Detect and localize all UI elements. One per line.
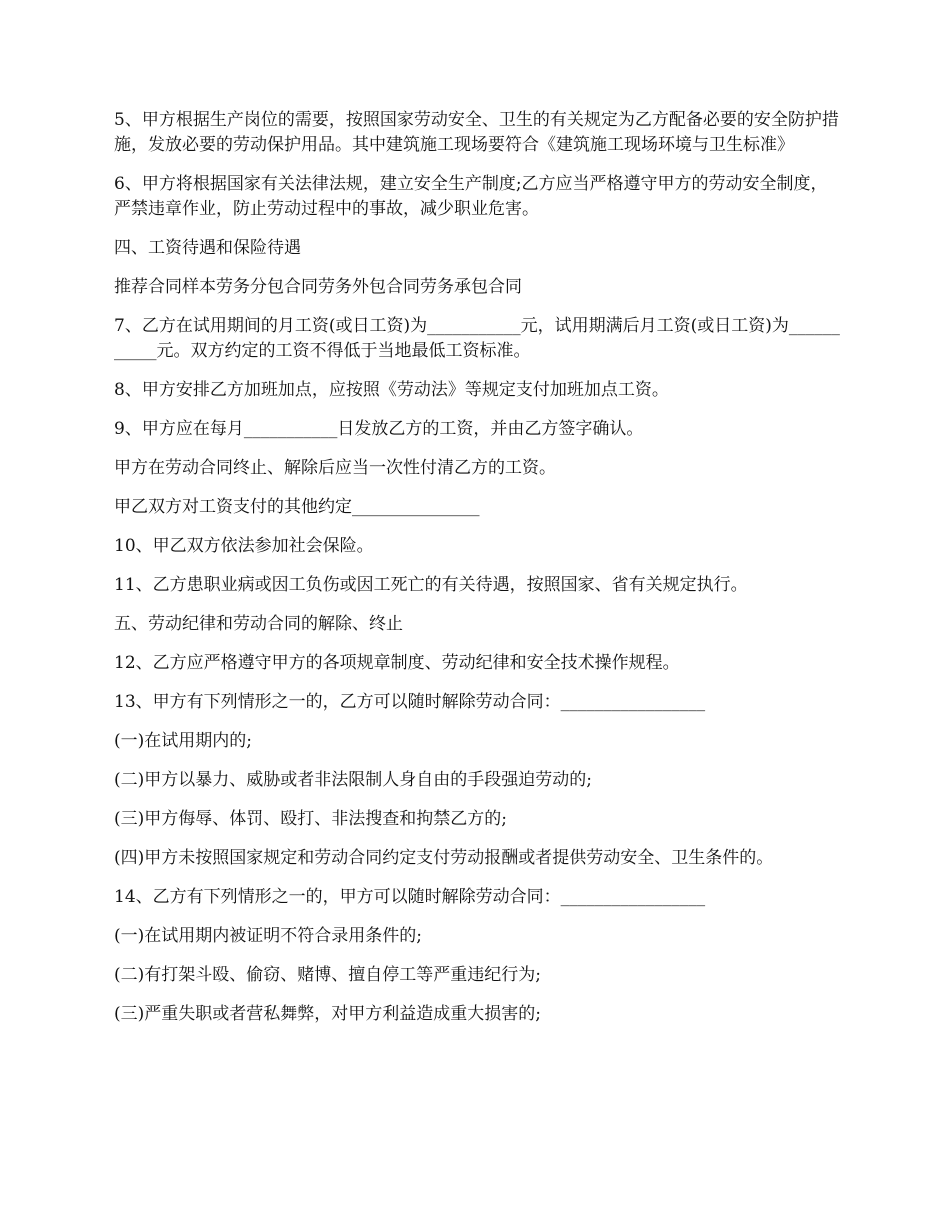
paragraph-10-social-insurance: 10、甲乙双方依法参加社会保险。 bbox=[114, 536, 374, 556]
recommended-contract-links: 推荐合同样本劳务分包合同劳务外包合同劳务承包合同 bbox=[114, 277, 522, 297]
section-heading-discipline: 五、劳动纪律和劳动合同的解除、终止 bbox=[114, 614, 403, 634]
section-heading-wages: 四、工资待遇和保险待遇 bbox=[114, 238, 301, 258]
paragraph-13-employee-termination: 13、甲方有下列情形之一的，乙方可以随时解除劳动合同：_________________ bbox=[114, 692, 706, 712]
list-item-13-1: (一)在试用期内的; bbox=[114, 731, 252, 751]
list-item-13-3: (三)甲方侮辱、体罚、殴打、非法搜查和拘禁乙方的; bbox=[114, 809, 507, 829]
list-item-13-2: (二)甲方以暴力、威胁或者非法限制人身自由的手段强迫劳动的; bbox=[114, 770, 592, 790]
document-body bbox=[114, 108, 844, 1041]
paragraph-8-overtime: 8、甲方安排乙方加班加点，应按照《劳动法》等规定支付加班加点工资。 bbox=[114, 380, 669, 400]
paragraph-5-safety-equipment: 5、甲方根据生产岗位的需要，按照国家劳动安全、卫生的有关规定为乙方配备必要的安全防护措施，发放必要的劳动保护用品。其中建筑施工现场要符合《建筑施工现场环境与卫生标准》 bbox=[114, 110, 839, 155]
paragraph-11-injury-benefits: 11、乙方患职业病或因工负伤或因工死亡的有关待遇，按照国家、省有关规定执行。 bbox=[114, 575, 748, 595]
list-item-14-2: (二)有打架斗殴、偷窃、赌博、擅自停工等严重违纪行为; bbox=[114, 965, 541, 985]
paragraph-other-wage-terms: 甲乙双方对工资支付的其他约定_______________ bbox=[114, 497, 480, 517]
paragraph-12-rules: 12、乙方应严格遵守甲方的各项规章制度、劳动纪律和安全技术操作规程。 bbox=[114, 653, 680, 673]
list-item-13-4: (四)甲方未按照国家规定和劳动合同约定支付劳动报酬或者提供劳动安全、卫生条件的。 bbox=[114, 848, 774, 868]
paragraph-9-pay-day: 9、甲方应在每月___________日发放乙方的工资，并由乙方签字确认。 bbox=[114, 419, 644, 439]
paragraph-14-employer-termination: 14、乙方有下列情形之一的，甲方可以随时解除劳动合同：_________________ bbox=[114, 887, 706, 907]
list-item-14-1: (一)在试用期内被证明不符合录用条件的; bbox=[114, 926, 422, 946]
list-item-14-3: (三)严重失职或者营私舞弊，对甲方利益造成重大损害的; bbox=[114, 1004, 541, 1024]
paragraph-7-probation-wage: 7、乙方在试用期间的月工资(或日工资)为___________元，试用期满后月工资(或日工资)为___________元。双方约定的工资不得低于当地最低工资标准。 bbox=[114, 316, 840, 361]
paragraph-6-safety-rules: 6、甲方将根据国家有关法律法规，建立安全生产制度;乙方应当严格遵守甲方的劳动安全制度，严禁违章作业，防止劳动过程中的事故，减少职业危害。 bbox=[114, 174, 828, 219]
paragraph-final-pay: 甲方在劳动合同终止、解除后应当一次性付清乙方的工资。 bbox=[114, 458, 556, 478]
